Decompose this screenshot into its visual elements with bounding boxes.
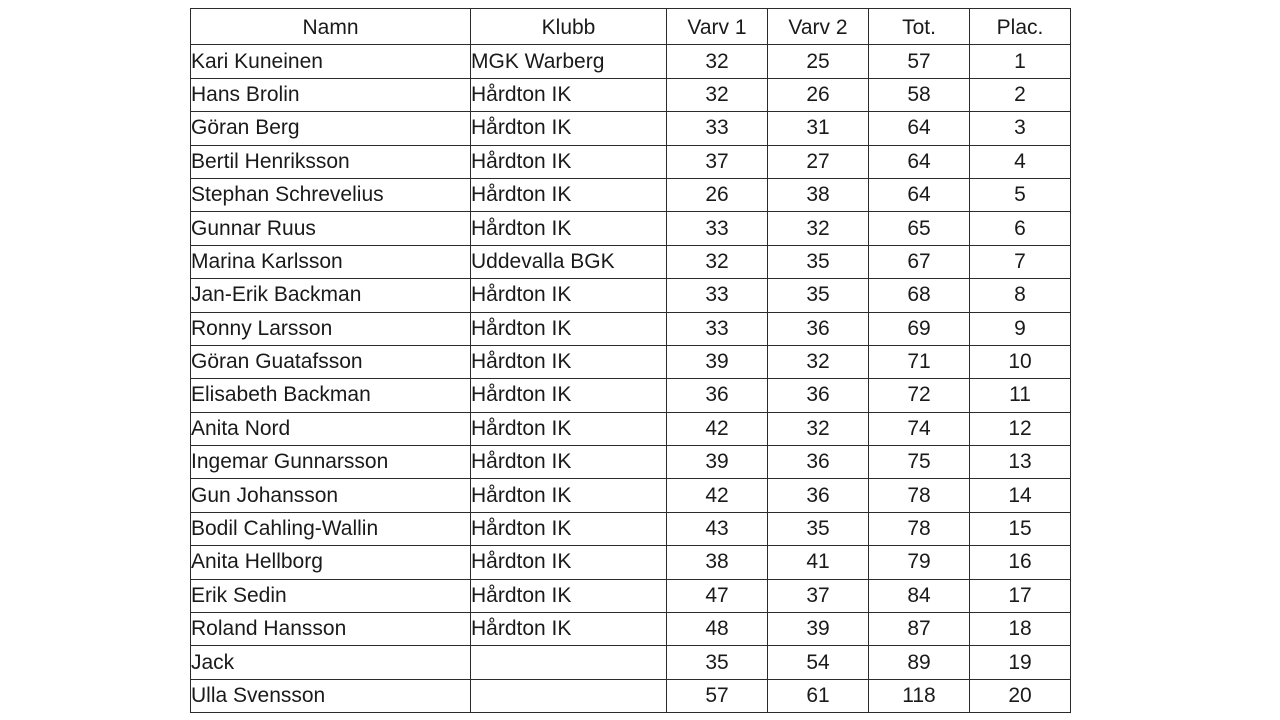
cell-varv-1: 37 <box>667 145 768 178</box>
cell-varv-1: 33 <box>667 112 768 145</box>
cell-plac: 5 <box>970 178 1071 211</box>
cell-klubb: MGK Warberg <box>471 45 667 78</box>
cell-varv-1: 47 <box>667 579 768 612</box>
cell-varv-2: 31 <box>768 112 869 145</box>
cell-varv-1: 33 <box>667 279 768 312</box>
cell-varv-2: 36 <box>768 446 869 479</box>
cell-plac: 10 <box>970 345 1071 378</box>
cell-plac: 1 <box>970 45 1071 78</box>
cell-klubb: Hårdton IK <box>471 379 667 412</box>
cell-klubb: Hårdton IK <box>471 178 667 211</box>
cell-varv-2: 32 <box>768 345 869 378</box>
cell-tot: 64 <box>869 178 970 211</box>
table-row <box>191 178 1071 211</box>
cell-klubb <box>471 646 667 679</box>
cell-varv-2: 32 <box>768 212 869 245</box>
cell-tot: 58 <box>869 78 970 111</box>
cell-varv-2: 26 <box>768 78 869 111</box>
cell-tot: 72 <box>869 379 970 412</box>
header-varv-1: Varv 1 <box>667 9 768 45</box>
table-row <box>191 613 1071 646</box>
cell-plac: 15 <box>970 512 1071 545</box>
table-row <box>191 479 1071 512</box>
cell-varv-2: 41 <box>768 546 869 579</box>
cell-klubb <box>471 679 667 712</box>
cell-namn: Bertil Henriksson <box>191 145 471 178</box>
table-row <box>191 412 1071 445</box>
cell-klubb: Hårdton IK <box>471 546 667 579</box>
cell-varv-2: 27 <box>768 145 869 178</box>
results-table <box>190 8 1071 713</box>
cell-varv-2: 35 <box>768 279 869 312</box>
cell-klubb: Hårdton IK <box>471 479 667 512</box>
cell-namn: Ronny Larsson <box>191 312 471 345</box>
cell-namn: Kari Kuneinen <box>191 45 471 78</box>
table-row <box>191 78 1071 111</box>
table-row <box>191 579 1071 612</box>
table-row <box>191 279 1071 312</box>
cell-plac: 20 <box>970 679 1071 712</box>
cell-namn: Gunnar Ruus <box>191 212 471 245</box>
cell-namn: Erik Sedin <box>191 579 471 612</box>
cell-plac: 8 <box>970 279 1071 312</box>
cell-plac: 11 <box>970 379 1071 412</box>
cell-klubb: Uddevalla BGK <box>471 245 667 278</box>
table-row <box>191 112 1071 145</box>
cell-namn: Göran Guatafsson <box>191 345 471 378</box>
cell-varv-1: 38 <box>667 546 768 579</box>
cell-varv-2: 61 <box>768 679 869 712</box>
table-row <box>191 212 1071 245</box>
cell-plac: 14 <box>970 479 1071 512</box>
cell-varv-2: 37 <box>768 579 869 612</box>
header-tot: Tot. <box>869 9 970 45</box>
cell-varv-1: 42 <box>667 479 768 512</box>
cell-varv-1: 32 <box>667 45 768 78</box>
cell-namn: Anita Hellborg <box>191 546 471 579</box>
cell-tot: 68 <box>869 279 970 312</box>
cell-namn: Elisabeth Backman <box>191 379 471 412</box>
cell-tot: 78 <box>869 512 970 545</box>
cell-varv-2: 32 <box>768 412 869 445</box>
header-klubb: Klubb <box>471 9 667 45</box>
header-plac: Plac. <box>970 9 1071 45</box>
cell-plac: 12 <box>970 412 1071 445</box>
cell-plac: 13 <box>970 446 1071 479</box>
cell-varv-2: 35 <box>768 512 869 545</box>
cell-namn: Stephan Schrevelius <box>191 178 471 211</box>
cell-namn: Bodil Cahling-Wallin <box>191 512 471 545</box>
cell-varv-2: 25 <box>768 45 869 78</box>
cell-varv-2: 36 <box>768 479 869 512</box>
cell-varv-2: 36 <box>768 312 869 345</box>
cell-klubb: Hårdton IK <box>471 145 667 178</box>
table-row <box>191 45 1071 78</box>
table-row <box>191 679 1071 712</box>
table-row <box>191 312 1071 345</box>
cell-klubb: Hårdton IK <box>471 112 667 145</box>
cell-plac: 6 <box>970 212 1071 245</box>
cell-klubb: Hårdton IK <box>471 512 667 545</box>
results-body <box>191 45 1071 713</box>
cell-plac: 2 <box>970 78 1071 111</box>
cell-klubb: Hårdton IK <box>471 446 667 479</box>
table-row <box>191 345 1071 378</box>
cell-plac: 9 <box>970 312 1071 345</box>
cell-tot: 84 <box>869 579 970 612</box>
cell-klubb: Hårdton IK <box>471 78 667 111</box>
cell-klubb: Hårdton IK <box>471 279 667 312</box>
cell-varv-1: 39 <box>667 446 768 479</box>
cell-varv-1: 36 <box>667 379 768 412</box>
cell-varv-2: 35 <box>768 245 869 278</box>
table-row <box>191 446 1071 479</box>
cell-klubb: Hårdton IK <box>471 212 667 245</box>
table-row <box>191 546 1071 579</box>
cell-varv-1: 57 <box>667 679 768 712</box>
cell-klubb: Hårdton IK <box>471 312 667 345</box>
cell-plac: 7 <box>970 245 1071 278</box>
table-row <box>191 512 1071 545</box>
cell-tot: 57 <box>869 45 970 78</box>
header-varv-2: Varv 2 <box>768 9 869 45</box>
cell-varv-2: 39 <box>768 613 869 646</box>
cell-tot: 64 <box>869 112 970 145</box>
cell-varv-2: 36 <box>768 379 869 412</box>
cell-plac: 3 <box>970 112 1071 145</box>
cell-namn: Ulla Svensson <box>191 679 471 712</box>
cell-varv-1: 42 <box>667 412 768 445</box>
cell-varv-1: 26 <box>667 178 768 211</box>
cell-namn: Hans Brolin <box>191 78 471 111</box>
header-row <box>191 9 1071 45</box>
cell-varv-1: 39 <box>667 345 768 378</box>
cell-klubb: Hårdton IK <box>471 412 667 445</box>
cell-tot: 67 <box>869 245 970 278</box>
cell-plac: 18 <box>970 613 1071 646</box>
cell-tot: 118 <box>869 679 970 712</box>
cell-varv-1: 35 <box>667 646 768 679</box>
cell-varv-2: 54 <box>768 646 869 679</box>
table-row <box>191 379 1071 412</box>
cell-plac: 19 <box>970 646 1071 679</box>
cell-plac: 16 <box>970 546 1071 579</box>
cell-plac: 17 <box>970 579 1071 612</box>
cell-tot: 75 <box>869 446 970 479</box>
cell-varv-1: 32 <box>667 78 768 111</box>
cell-tot: 64 <box>869 145 970 178</box>
cell-namn: Anita Nord <box>191 412 471 445</box>
table-row <box>191 245 1071 278</box>
cell-varv-1: 32 <box>667 245 768 278</box>
cell-namn: Roland Hansson <box>191 613 471 646</box>
cell-klubb: Hårdton IK <box>471 579 667 612</box>
cell-tot: 65 <box>869 212 970 245</box>
cell-varv-1: 43 <box>667 512 768 545</box>
cell-tot: 78 <box>869 479 970 512</box>
cell-varv-1: 48 <box>667 613 768 646</box>
cell-klubb: Hårdton IK <box>471 613 667 646</box>
cell-klubb: Hårdton IK <box>471 345 667 378</box>
cell-tot: 87 <box>869 613 970 646</box>
cell-varv-1: 33 <box>667 312 768 345</box>
cell-plac: 4 <box>970 145 1071 178</box>
cell-varv-2: 38 <box>768 178 869 211</box>
cell-namn: Marina Karlsson <box>191 245 471 278</box>
cell-namn: Gun Johansson <box>191 479 471 512</box>
cell-tot: 71 <box>869 345 970 378</box>
cell-namn: Jack <box>191 646 471 679</box>
cell-tot: 69 <box>869 312 970 345</box>
cell-namn: Jan-Erik Backman <box>191 279 471 312</box>
cell-namn: Ingemar Gunnarsson <box>191 446 471 479</box>
cell-tot: 79 <box>869 546 970 579</box>
cell-tot: 89 <box>869 646 970 679</box>
cell-varv-1: 33 <box>667 212 768 245</box>
table-row <box>191 646 1071 679</box>
header-namn: Namn <box>191 9 471 45</box>
cell-tot: 74 <box>869 412 970 445</box>
cell-namn: Göran Berg <box>191 112 471 145</box>
table-row <box>191 145 1071 178</box>
